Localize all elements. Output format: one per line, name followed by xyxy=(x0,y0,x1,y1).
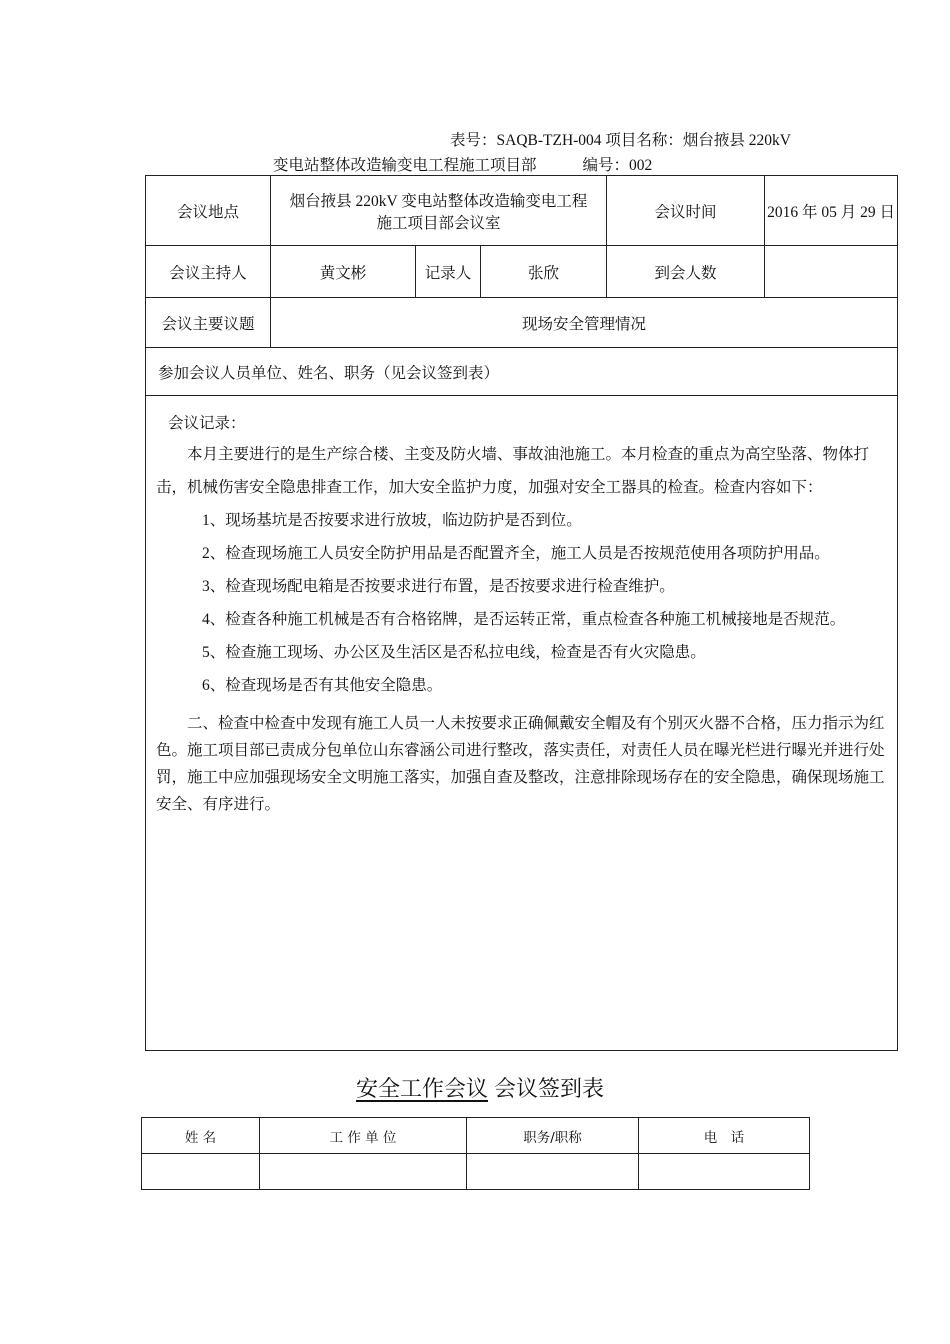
location-value: 烟台掖县 220kV 变电站整体改造输变电工程施工项目部会议室 xyxy=(271,176,607,246)
sign-in-title-rest: 会议签到表 xyxy=(494,1077,605,1102)
form-header-line1: 表号：SAQB-TZH-004 项目名称：烟台掖县 220kV xyxy=(450,132,791,149)
record-item: 1、现场基坑是否按要求进行放坡，临边防护是否到位。 xyxy=(202,512,582,529)
location-label: 会议地点 xyxy=(146,176,271,246)
column-header-phone: 电 话 xyxy=(639,1118,810,1154)
sign-in-title-underlined: 安全工作会议 xyxy=(355,1077,488,1102)
recorder-label: 记录人 xyxy=(416,246,481,298)
meeting-record-body xyxy=(146,396,898,1051)
time-label: 会议时间 xyxy=(607,176,765,246)
record-title: 会议记录： xyxy=(168,415,246,432)
record-item: 5、检查施工现场、办公区及生活区是否私拉电线，检查是否有火灾隐患。 xyxy=(202,644,706,661)
time-value: 2016 年 05 月 29 日 xyxy=(765,176,898,246)
sign-in-cell xyxy=(260,1154,467,1190)
host-value: 黄文彬 xyxy=(271,246,416,298)
attendance-label: 到会人数 xyxy=(607,246,765,298)
column-header-name: 姓 名 xyxy=(142,1118,260,1154)
sign-in-table xyxy=(141,1117,810,1190)
sign-in-cell xyxy=(467,1154,639,1190)
sign-in-cell xyxy=(639,1154,810,1190)
record-item: 3、检查现场配电箱是否按要求进行布置，是否按要求进行检查维护。 xyxy=(202,578,675,595)
sign-in-cell xyxy=(142,1154,260,1190)
topic-value: 现场安全管理情况 xyxy=(271,298,898,348)
record-conclusion: 二、检查中检查中发现有施工人员一人未按要求正确佩戴安全帽及有个别灭火器不合格，压力指示为红色。施工项目部已责成分包单位山东睿涵公司进行整改，落实责任，对责任人员在曝光栏进行曝光并进行处罚，施工中应加强现场安全文明施工落实，加强自查及整改，注意排除现场存在的安全隐患，确保现场施工安全、有序进行。 xyxy=(156,715,885,813)
host-label: 会议主持人 xyxy=(146,246,271,298)
form-header-line2 xyxy=(273,153,652,175)
project-name-continued: 变电站整体改造输变电工程施工项目部 xyxy=(273,157,537,174)
participants-note: 参加会议人员单位、姓名、职务（见会议签到表） xyxy=(146,348,898,396)
record-item: 4、检查各种施工机械是否有合格铭牌，是否运转正常，重点检查各种施工机械接地是否规范。 xyxy=(202,611,846,628)
form-number: 编号：002 xyxy=(582,157,653,174)
column-header-position: 职务/职称 xyxy=(467,1118,639,1154)
record-item: 6、检查现场是否有其他安全隐患。 xyxy=(202,677,443,694)
recorder-value: 张欣 xyxy=(481,246,607,298)
topic-label: 会议主要议题 xyxy=(146,298,271,348)
sign-in-title xyxy=(0,1072,950,1103)
meeting-record-table xyxy=(145,175,898,1051)
record-intro: 本月主要进行的是生产综合楼、主变及防火墙、事故油池施工。本月检查的重点为高空坠落、物体打击，机械伤害安全隐患排查工作，加大安全监护力度，加强对安全工器具的检查。检查内容如下： xyxy=(156,446,870,496)
record-item: 2、检查现场施工人员安全防护用品是否配置齐全，施工人员是否按规范使用各项防护用品。 xyxy=(202,545,830,562)
attendance-value xyxy=(765,246,898,298)
column-header-work-unit: 工 作 单 位 xyxy=(260,1118,467,1154)
